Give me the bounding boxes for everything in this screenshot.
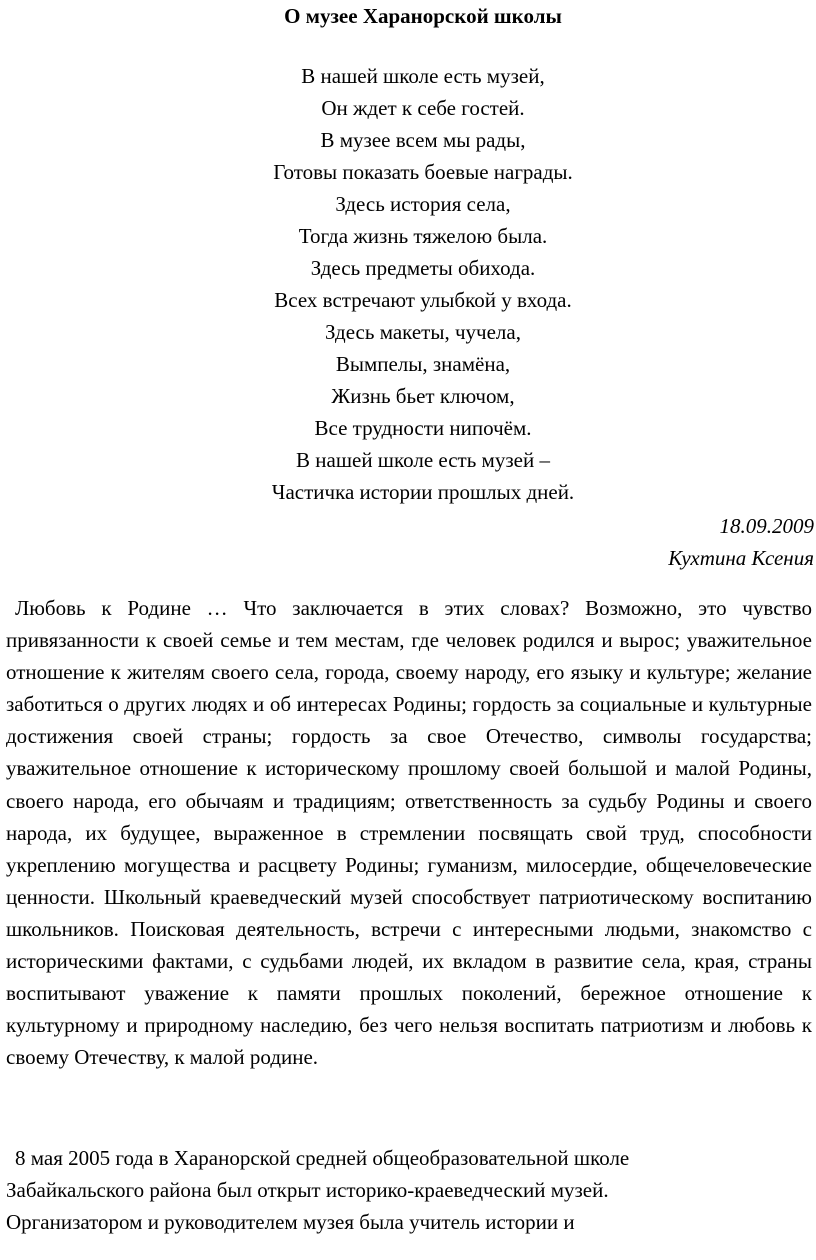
paragraph-line: 8 мая 2005 года в Харанорской средней общеобразовательной школе [15, 1146, 630, 1170]
essay-body [6, 592, 812, 1073]
poem-line: Здесь история села, [335, 192, 511, 216]
poem-line: Жизнь бьет ключом, [331, 384, 515, 408]
paragraph-line: Забайкальского района был открыт историко-краеведческий музей. [6, 1178, 609, 1202]
poem-line: Здесь макеты, чучела, [325, 320, 521, 344]
poem-line: Здесь предметы обихода. [310, 256, 536, 280]
poem-line: В нашей школе есть музей, [301, 64, 545, 88]
poem [0, 60, 816, 508]
essay-paragraph: Любовь к Родине … Что заключается в этих словах? Возможно, это чувство привязанности к своей семье и тем местам, где человек родился и вырос; уважительное отношение к жителям своего села, города, своему народу, его языку и культуре; желание заботиться о других людях и об интересах Родины; гордость за социальные и культурные достижения своей страны; гордость за свое Отечество, символы государства; уважительное отношение к историческому прошлому своей большой и малой Родины, своего народа, его обычаям и традициям; ответственность за судьбу Родины и своего народа, их будущее, выраженное в стремлении посвящать свой труд, способности укреплению могущества и расцвету Родины; гуманизм, милосердие, общечеловеческие ценности. Школьный краеведческий музей способствует патриотическому воспитанию школьников. Поисковая деятельность, встречи с интересными людьми, знакомство с историческими фактами, с судьбами людей, их вкладом в развитие села, края, страны воспитывают уважение к памяти прошлых поколений, бережное отношение к культурному и природному наследию, без чего нельзя воспитать патриотизм и любовь к своему Отечеству, к малой родине. [6, 596, 812, 1070]
poem-line: В музее всем мы рады, [320, 128, 526, 152]
poem-signature [668, 510, 814, 574]
signature-author: Кухтина Ксения [668, 546, 814, 570]
document-title: О музее Харанорской школы [284, 4, 562, 28]
poem-line: Вымпелы, знамёна, [335, 352, 511, 376]
signature-date: 18.09.2009 [719, 514, 814, 538]
poem-line: Все трудности нипочём. [314, 416, 532, 440]
paragraph-line: Организатором и руководителем музея была учитель истории и [6, 1210, 575, 1234]
poem-line: Частичка истории прошлых дней. [271, 480, 575, 504]
essay-paragraph-museum-history [6, 1142, 812, 1238]
poem-line: Он ждет к себе гостей. [321, 96, 525, 120]
poem-line: Готовы показать боевые награды. [273, 160, 573, 184]
poem-line: Всех встречают улыбкой у входа. [274, 288, 572, 312]
poem-line: В нашей школе есть музей – [296, 448, 550, 472]
poem-line: Тогда жизнь тяжелою была. [298, 224, 548, 248]
